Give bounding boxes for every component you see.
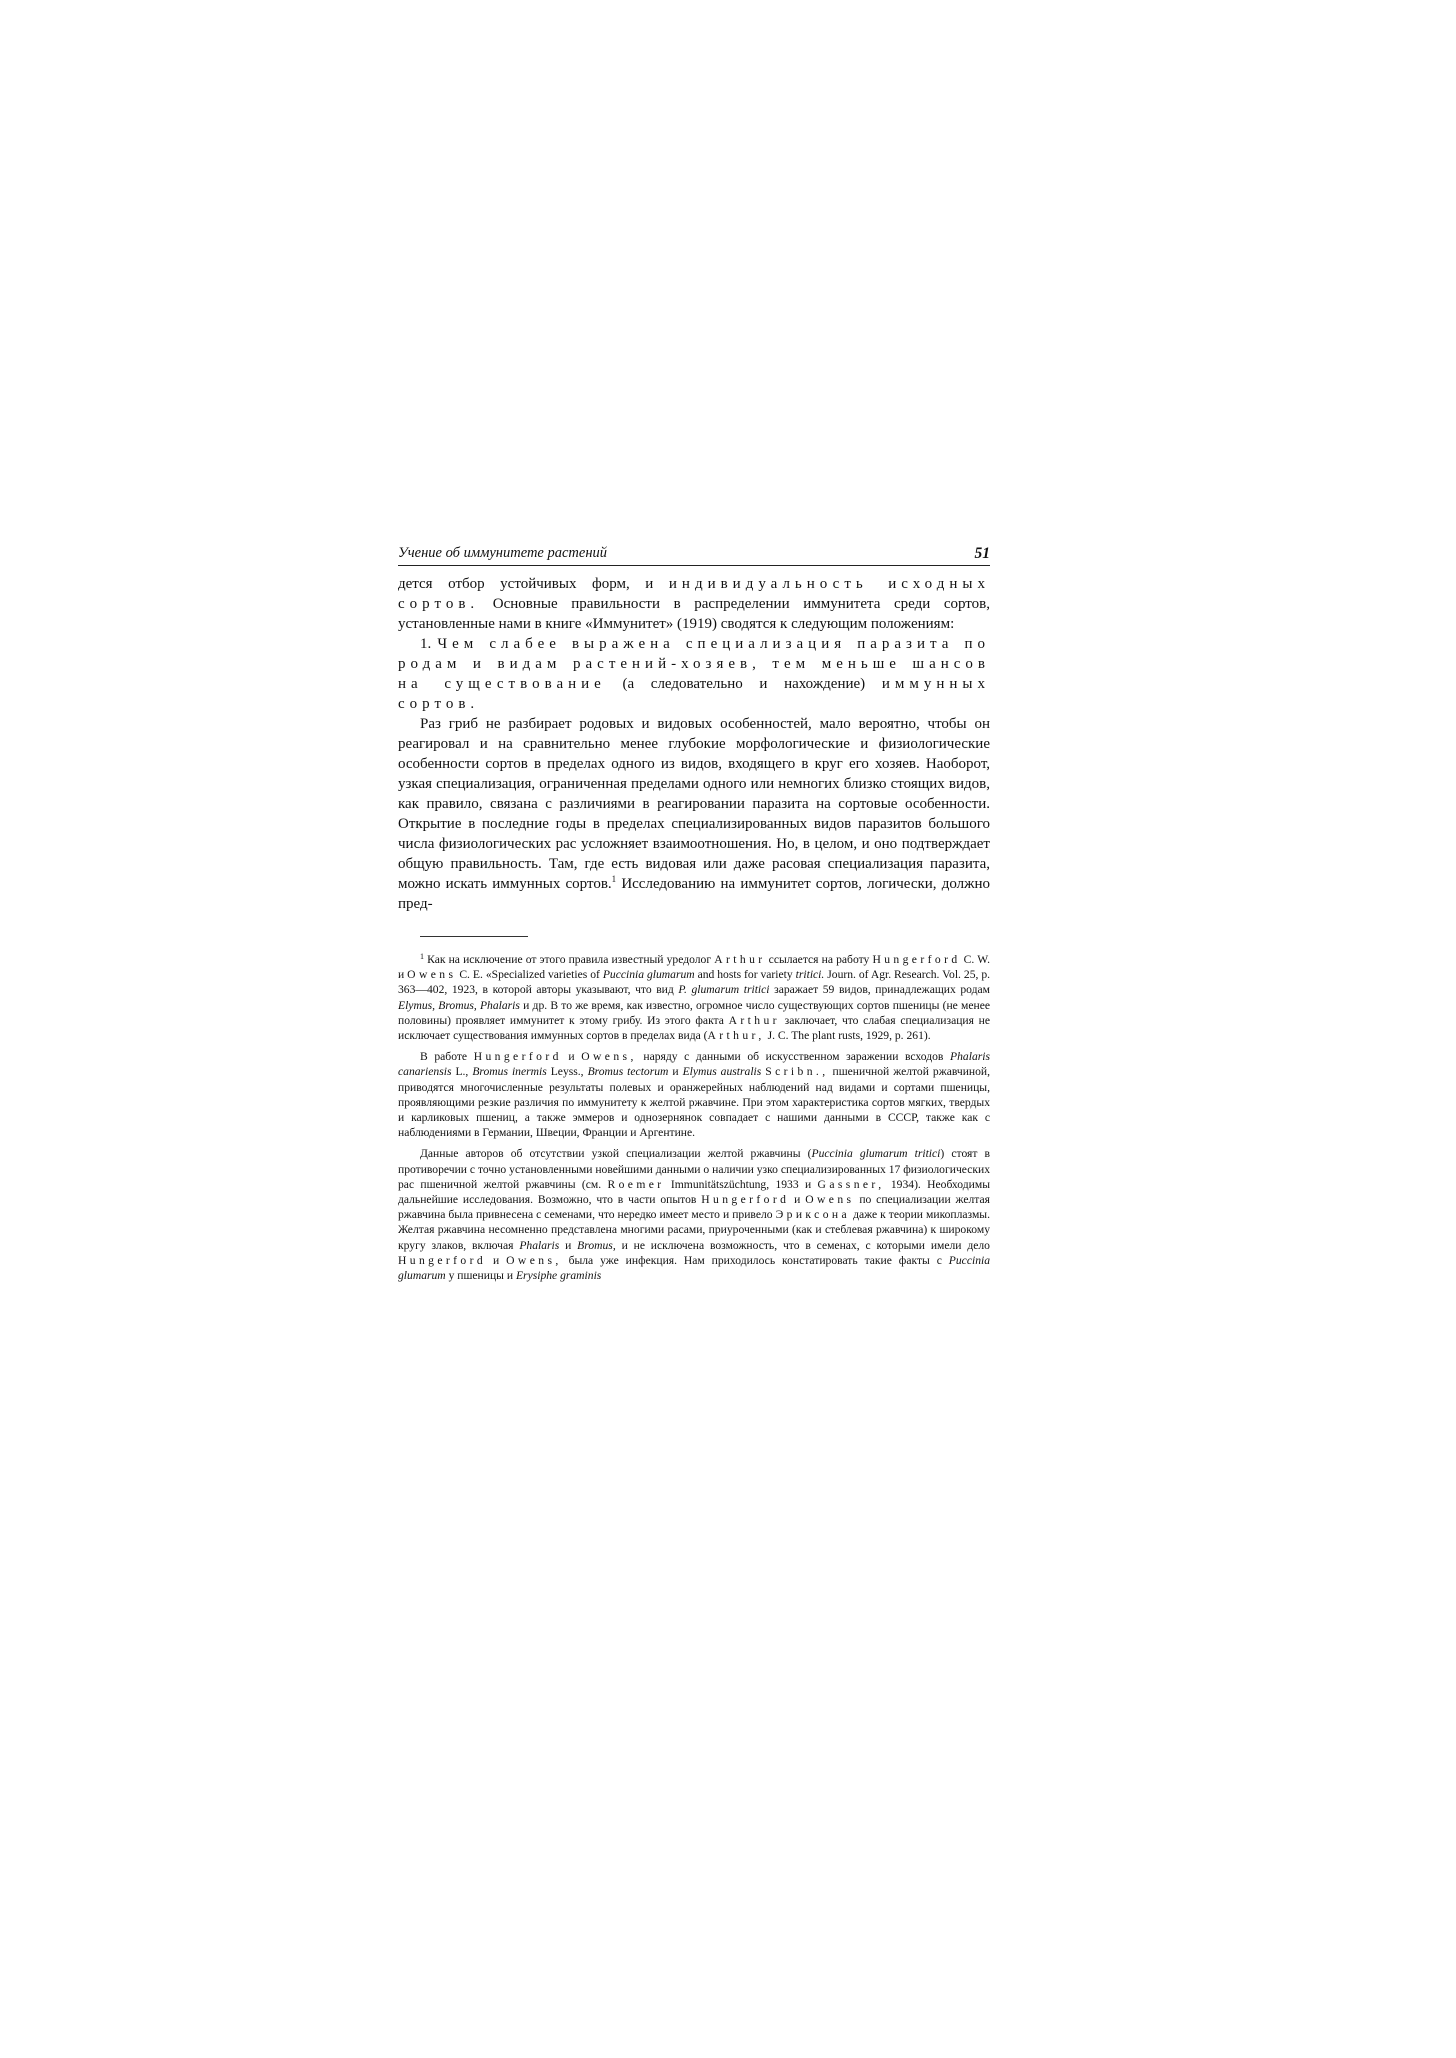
author-name: Arthur, (707, 1029, 765, 1043)
text-run: 1934). Необходимы дальнейшие исследования. Возможно, что в части опытов (398, 1177, 990, 1207)
author-name: Hungerford (872, 953, 961, 966)
author-name: Hungerford (398, 1253, 487, 1267)
paragraph (398, 714, 990, 914)
item-number: 1. (420, 636, 432, 652)
author-name: Gassner, (817, 1177, 885, 1191)
species-name: Erysiphe graminis (515, 1269, 602, 1283)
footnote (398, 1049, 990, 1140)
text-run: по специализации желтая ржавчина была привнесена с семенами, что нередко имеет место и привело (398, 1193, 990, 1222)
species-name: Puccinia glumarum (398, 1253, 991, 1283)
text-run: Leyss., (550, 1065, 584, 1079)
text-run: наряду с данными об искусственном заражении всходов (643, 1050, 944, 1064)
text-run: Данные авторов об отсутствии узкой специализации желтой ржавчины ( (420, 1147, 812, 1161)
spaced-emphasis: иммунных сортов. (398, 676, 990, 712)
spaced-emphasis: индивидуальность исходных сортов. (398, 576, 990, 612)
text-run: ) стоят в противоречии с точно установленными новейшими данными о наличии узко специализированных 17 физиологических рас пшеничной желтой ржавчины (см. (398, 1147, 991, 1191)
author-name: Owens, (581, 1050, 637, 1064)
author-name: Arthur (728, 1013, 780, 1027)
footnote-ref: 1 (611, 874, 617, 884)
text-run: Immunitätszüchtung, 1933 и (670, 1177, 812, 1191)
author-name: Arthur (714, 953, 766, 966)
author-name: Hungerford (701, 1193, 790, 1207)
text-run: Основные правильности в распределении иммунитета среди сортов, установленные нами в книге «Иммунитет» (1919) сводятся к следующим положениям: (398, 596, 990, 632)
text-run: and hosts for variety (697, 968, 793, 982)
text-run: дется отбор устойчивых форм, и (398, 576, 654, 592)
book-page (398, 543, 990, 1289)
paragraph (398, 634, 990, 714)
footnote-divider (420, 936, 528, 937)
text-run: и (568, 1050, 575, 1064)
species-name: Phalaris (519, 1238, 560, 1252)
text-run: ссылается на работу (768, 953, 870, 966)
species-name: Bromus inermis (472, 1065, 547, 1079)
running-header (398, 543, 990, 566)
text-run: C. W. и (398, 953, 990, 982)
footnotes (398, 949, 990, 1283)
text-run: Как на исключение от этого правила известный уредолог (427, 953, 712, 966)
text-run: J. C. The plant rusts, 1929, p. 261). (767, 1029, 931, 1043)
species-name: Puccinia glumarum (602, 968, 695, 982)
author-name: Owens, (506, 1253, 562, 1267)
text-run: у пшеницы и (448, 1269, 514, 1283)
species-name: tritici. (795, 968, 825, 982)
text-run: и (794, 1193, 801, 1207)
footnote (398, 1146, 990, 1283)
species-name: Bromus, (577, 1238, 616, 1252)
text-run: и (565, 1238, 572, 1252)
text-run: и (672, 1065, 679, 1079)
text-run: пшеничной желтой ржавчиной, приводятся многочисленные результаты полевых и оранжерейных наблюдений над видами и сортами пшеницы, проявляющими резкие различия по иммунитету к желтой ржавчине. При этом характеристика сортов мягких, твердых и карликовых пшениц, а также эммеров и однозернянок совпадает с нашими данными в СССР, также как с наблюдениями в Германии, Швеции, Франции и Аргентине. (398, 1065, 991, 1140)
footnote-mark: 1 (420, 952, 424, 961)
text-run: и (493, 1253, 500, 1267)
text-run: даже к теории микоплазмы. Желтая ржавчина несомненно представлена многими расами, приуроченными (как и стеблевая ржавчина) к широкому кругу злаков, включая (398, 1208, 990, 1252)
species-name: Elymus, Bromus, Phalaris (398, 998, 520, 1012)
author-name: Roemer (607, 1177, 665, 1191)
species-name: Puccinia glumarum tritici (811, 1147, 941, 1161)
text-run: (а следовательно и нахождение) (622, 676, 866, 692)
species-name: Phalaris canariensis (398, 1050, 990, 1079)
text-run: В работе (420, 1050, 468, 1064)
text-run: Исследованию на иммунитет сортов, логически, должно пред- (398, 876, 991, 912)
text-run: и др. В то же время, как известно, огромное число существующих сортов пшеницы (не менее половины) проявляет иммунитет к этому грибу. Из этого факта (398, 998, 990, 1027)
text-run: Journ. of Agr. Research. Vol. 25, p. 363—402, 1923, в которой авторы указывают, что вид (398, 968, 991, 997)
footnote (398, 949, 990, 1043)
text-run: была уже инфекция. Нам приходилось констатировать такие факты с (568, 1253, 942, 1267)
spaced-emphasis: Чем слабее выражена специализация паразита по родам и видам растений-хозяев, тем меньше шансов на существование (398, 636, 991, 692)
author-name: Hungerford (473, 1050, 562, 1064)
text-run: C. E. «Specialized varieties of (459, 968, 600, 982)
text-run: Раз гриб не разбирает родовых и видовых особенностей, мало вероятно, чтобы он реагировал и на сравнительно менее глубокие морфологические и физиологические особенности сортов в пределах одного из видов, входящего в круг его хозяев. Наоборот, узкая специализация, ограниченная пределами одного или немногих близко стоящих видов, как правило, связана с различиями в реагировании паразита на сортовые особенности. Открытие в последние годы в пределах специализированных видов паразитов большого числа физиологических рас усложняет взаимоотношения. Но, в целом, и оно подтверждает общую правильность. Там, где есть видовая или даже расовая специализация паразита, можно искать иммунных сортов. (398, 716, 990, 892)
text-run: заключает, что слабая специализация не исключает существования иммунных сортов в пределах вида ( (398, 1013, 991, 1043)
text-run: и не исключена возможность, что в семенах, с которыми имели дело (621, 1238, 990, 1252)
author-name: Scribn., (765, 1065, 829, 1079)
text-run: заражает 59 видов, принадлежащих родам (774, 983, 991, 997)
author-name: Owens (805, 1193, 855, 1207)
species-name: P. glumarum tritici (678, 983, 770, 997)
author-name: Эриксона (775, 1208, 851, 1222)
page-number: 51 (974, 545, 990, 562)
author-name: Owens (407, 968, 457, 982)
running-title: Учение об иммунитете растений (398, 545, 608, 561)
paragraph (398, 574, 990, 634)
species-name: Elymus australis (682, 1065, 762, 1079)
species-name: Bromus tectorum (587, 1065, 669, 1079)
text-run: L., (455, 1065, 469, 1079)
main-text (398, 574, 990, 914)
